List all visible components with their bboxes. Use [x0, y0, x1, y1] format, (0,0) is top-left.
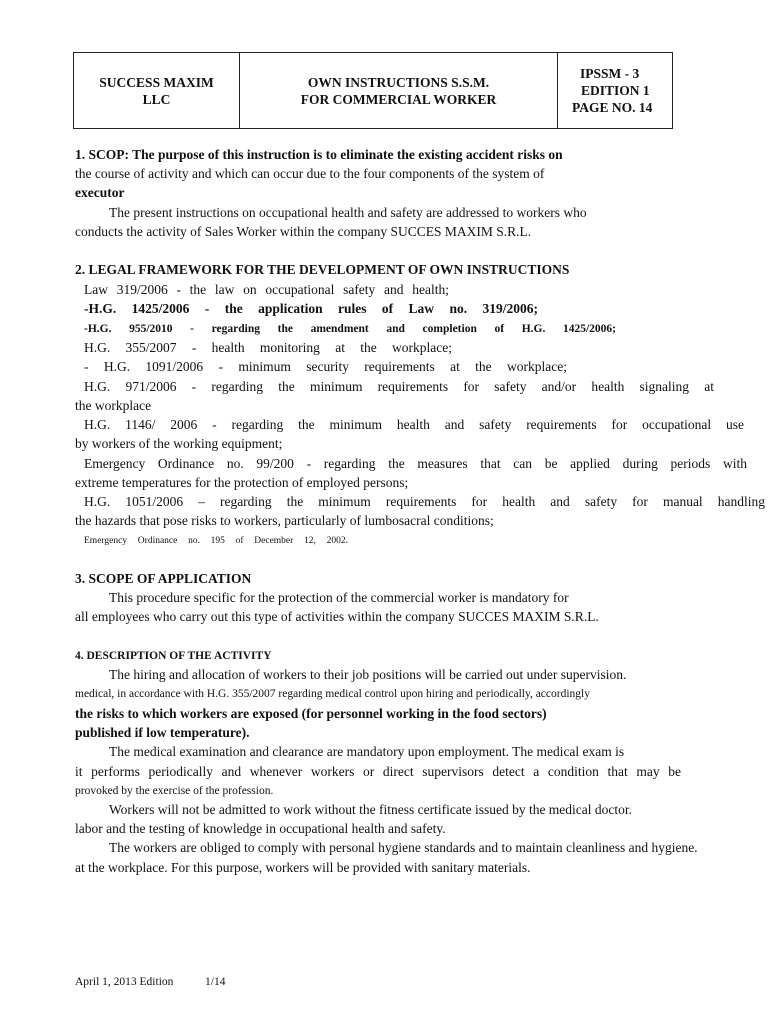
section4-line: it performs periodically and whenever workers or direct supervisors detect a condition that may be — [75, 764, 681, 779]
document-page-number: PAGE NO. 14 — [572, 100, 653, 115]
title-cell — [240, 53, 558, 128]
footer-edition: April 1, 2013 Edition — [75, 976, 174, 988]
section1-paragraph-line: conducts the activity of Sales Worker within the company SUCCES MAXIM S.R.L. — [75, 224, 532, 239]
legal-item: H.G. 355/2007 - health monitoring at the workplace; — [84, 340, 452, 355]
company-name: SUCCESS MAXIM — [99, 74, 214, 90]
section4-line: labor and the testing of knowledge in occupational health and safety. — [75, 821, 446, 836]
section4-line: medical, in accordance with H.G. 355/2007 regarding medical control upon hiring and periodically, accordingly — [75, 688, 590, 700]
document-code: IPSSM - 3 — [580, 66, 640, 81]
section3-line: all employees who carry out this type of activities within the company SUCCES MAXIM S.R.L. — [75, 609, 599, 624]
legal-item: Emergency Ordinance no. 195 of December 12, 2002. — [84, 536, 348, 546]
company-type: LLC — [142, 91, 171, 107]
section4-line: The medical examination and clearance are mandatory upon employment. The medical exam is — [109, 744, 625, 759]
section2-heading: 2. LEGAL FRAMEWORK FOR THE DEVELOPMENT OF OWN INSTRUCTIONS — [75, 262, 570, 277]
document-edition: EDITION 1 — [581, 83, 650, 98]
legal-item: -H.G. 1425/2006 - the application rules of Law no. 319/2006; — [84, 301, 538, 316]
document-title-line1: OWN INSTRUCTIONS S.S.M. — [307, 74, 490, 90]
section4-line: published if low temperature). — [75, 725, 250, 740]
section4-line: at the workplace. For this purpose, workers will be provided with sanitary materials. — [75, 860, 531, 875]
document-header-table — [73, 52, 673, 129]
company-cell — [74, 53, 240, 128]
section4-line: The workers are obliged to comply with personal hygiene standards and to maintain cleanliness and hygiene. — [109, 840, 698, 855]
document-meta-cell — [558, 53, 672, 128]
section4-heading: 4. DESCRIPTION OF THE ACTIVITY — [75, 650, 272, 662]
section1-line: executor — [75, 185, 125, 200]
legal-item: the hazards that pose risks to workers, particularly of lumbosacral conditions; — [75, 513, 494, 528]
section4-line: provoked by the exercise of the profession. — [75, 785, 274, 797]
legal-item: - H.G. 1091/2006 - minimum security requirements at the workplace; — [84, 359, 567, 374]
legal-item: by workers of the working equipment; — [75, 436, 283, 451]
legal-item: extreme temperatures for the protection of employed persons; — [75, 475, 409, 490]
section4-line: The hiring and allocation of workers to their job positions will be carried out under supervision. — [109, 667, 627, 682]
section4-line: Workers will not be admitted to work without the fitness certificate issued by the medical doctor. — [109, 802, 633, 817]
legal-item: H.G. 971/2006 - regarding the minimum requirements for safety and/or health signaling at — [84, 379, 714, 394]
section1-heading: 1. SCOP: The purpose of this instruction is to eliminate the existing accident risks on — [75, 147, 563, 162]
section3-heading: 3. SCOPE OF APPLICATION — [75, 571, 252, 586]
footer-page-number: 1/14 — [205, 976, 226, 988]
section1-paragraph-line: The present instructions on occupational health and safety are addressed to workers who — [109, 205, 587, 220]
legal-item: H.G. 1051/2006 – regarding the minimum requirements for health and safety for manual handling — [84, 494, 765, 509]
legal-item: -H.G. 955/2010 - regarding the amendment and completion of H.G. 1425/2006; — [84, 323, 616, 335]
section4-line: the risks to which workers are exposed (for personnel working in the food sectors) — [75, 706, 547, 721]
section3-line: This procedure specific for the protection of the commercial worker is mandatory for — [109, 590, 569, 605]
legal-item: H.G. 1146/ 2006 - regarding the minimum health and safety requirements for occupational use — [84, 417, 744, 432]
section1-line: the course of activity and which can occur due to the four components of the system of — [75, 166, 545, 181]
legal-item: Emergency Ordinance no. 99/200 - regarding the measures that can be applied during periods with — [84, 456, 747, 471]
legal-item: the workplace — [75, 398, 152, 413]
legal-item: Law 319/2006 - the law on occupational safety and health; — [84, 282, 449, 297]
document-title-line2: FOR COMMERCIAL WORKER — [300, 91, 497, 107]
